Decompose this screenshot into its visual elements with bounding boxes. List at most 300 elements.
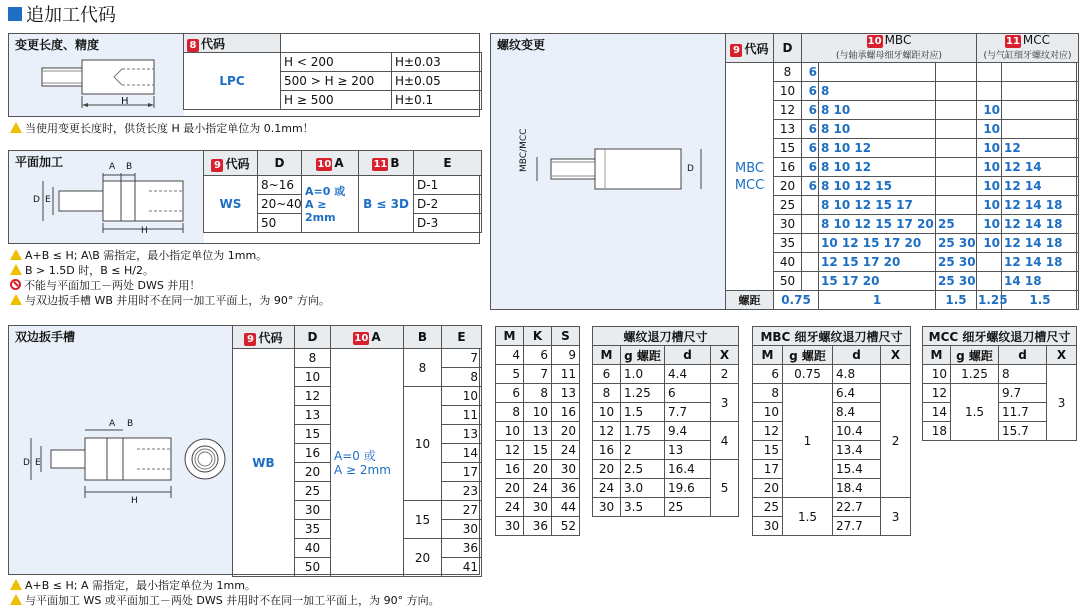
wb-e: 30: [442, 520, 482, 539]
thread-mcc-b: 12 14 18: [1002, 215, 1079, 234]
wb-b: 15: [404, 501, 442, 539]
mcc-relief-x-header: X: [1047, 346, 1077, 365]
relief-x: 3: [711, 384, 739, 422]
mcc-relief-d-header: d: [999, 346, 1047, 365]
relief-table: [592, 326, 739, 517]
mbc-relief-d: 6.4: [833, 384, 881, 403]
ws-dim-a: A: [109, 162, 116, 172]
wb-d: 30: [295, 501, 331, 520]
thread-mbc-a: 6: [802, 101, 819, 120]
relief-d: 25: [665, 498, 711, 517]
warning-icon: [10, 594, 22, 605]
mcc-relief-m: 10: [923, 365, 951, 384]
thread-row: [726, 253, 1079, 272]
mks-cell: 10: [524, 403, 552, 422]
wb-b: 20: [404, 539, 442, 577]
wb-dim-e: E: [35, 458, 41, 468]
mks-cell: 4: [496, 346, 524, 365]
thread-mbc-c: 25: [936, 215, 977, 234]
relief-body: [593, 365, 739, 517]
mbc-relief-d: 27.7: [833, 517, 881, 536]
mbc-relief-d: 18.4: [833, 479, 881, 498]
thread-side-label: MBC/MCC: [519, 128, 529, 172]
wb-e: 36: [442, 539, 482, 558]
thread-row: [726, 158, 1079, 177]
relief-row: [593, 422, 739, 441]
lpc-section: [8, 33, 480, 117]
mks-cell: 30: [552, 460, 580, 479]
thread-mbc-a: 6: [802, 139, 819, 158]
mcc-relief-g: 1.25: [951, 365, 999, 384]
wb-notes: A+B ≤ H; A 需指定，最小指定单位为 1mm。 与平面加工 WS 或平面加工－两处 DWS 并用时不在同一加工平面上，为 90° 方向。: [10, 578, 440, 608]
mbc-relief-row: [753, 498, 911, 517]
mks-body: [496, 346, 580, 536]
wb-d: 40: [295, 539, 331, 558]
mcc-relief-row: [923, 365, 1077, 384]
thread-mbc-b: 8 10 12 15 17: [819, 196, 936, 215]
thread-mbc-b: 8 10 12 15: [819, 177, 936, 196]
mks-m-header: M: [496, 327, 524, 346]
mcc-relief-m: 12: [923, 384, 951, 403]
lpc-header-row: [184, 34, 482, 53]
lpc-pin-drawing: [34, 52, 174, 112]
mks-cell: 7: [524, 365, 552, 384]
relief-g: 1.75: [621, 422, 665, 441]
mbc-relief-d: 8.4: [833, 403, 881, 422]
mks-cell: 16: [552, 403, 580, 422]
thread-d: 13: [774, 120, 802, 139]
wb-dim-d: D: [23, 458, 30, 468]
mbc-relief-row: [753, 384, 911, 403]
lpc-dim-h: H: [121, 96, 129, 107]
mbc-relief-m-header: M: [753, 346, 783, 365]
thread-mbc-c: [936, 158, 977, 177]
relief-m: 24: [593, 479, 621, 498]
mks-s-header: S: [552, 327, 580, 346]
wb-dim-h: H: [131, 496, 138, 506]
mks-cell: 30: [524, 498, 552, 517]
prohibited-icon: [10, 279, 21, 290]
mks-cell: 24: [496, 498, 524, 517]
ws-dim-b: B: [126, 162, 133, 172]
thread-row: [726, 63, 1079, 82]
thread-code-header: 9 代码: [726, 34, 774, 63]
mks-cell: 36: [552, 479, 580, 498]
mks-cell: 6: [496, 384, 524, 403]
mcc-relief-table: [922, 326, 1077, 441]
wb-d: 25: [295, 482, 331, 501]
wb-e: 10: [442, 387, 482, 406]
relief-g-header: g 螺距: [621, 346, 665, 365]
mks-row: [496, 365, 580, 384]
thread-mcc-a: [977, 272, 1002, 291]
wb-code-header: 9 代码: [233, 326, 295, 349]
thread-mcc-a: 10: [977, 120, 1002, 139]
warning-icon: [10, 249, 22, 260]
thread-mbc-c: [936, 196, 977, 215]
mbc-relief-g: 1: [783, 384, 833, 498]
wb-code: WB: [233, 349, 295, 577]
wb-e: 11: [442, 406, 482, 425]
thread-mbc-a: 6: [802, 158, 819, 177]
relief-g: 1.5: [621, 403, 665, 422]
ws-table: [203, 150, 482, 233]
ws-d-header: D: [258, 151, 302, 176]
thread-mbc-a: [802, 234, 819, 253]
relief-m: 12: [593, 422, 621, 441]
mks-cell: 10: [496, 422, 524, 441]
relief-title: 螺纹退刀槽尺寸: [593, 327, 739, 346]
thread-mbc-b: 15 17 20: [819, 272, 936, 291]
thread-mcc-a: [977, 63, 1002, 82]
relief-row: [593, 384, 739, 403]
mcc-relief-body: [923, 365, 1077, 441]
thread-mbc-a: [802, 196, 819, 215]
mbc-relief-title: MBC 细牙螺纹退刀槽尺寸: [753, 327, 911, 346]
mbc-relief-m: 12: [753, 422, 783, 441]
relief-m: 6: [593, 365, 621, 384]
mcc-relief-title: MCC 细牙螺纹退刀槽尺寸: [923, 327, 1077, 346]
mks-row: [496, 384, 580, 403]
mbc-relief-x: [881, 365, 911, 384]
thread-mbc-b: 8 10 12 15 17 20: [819, 215, 936, 234]
wb-b-header: B: [404, 326, 442, 349]
thread-mcc-b: [1002, 120, 1079, 139]
warning-icon: [10, 264, 22, 275]
thread-mcc-a: 10: [977, 177, 1002, 196]
wb-dim-a: A: [109, 419, 116, 429]
thread-mcc-b: 12: [1002, 139, 1079, 158]
ws-drawing-area: [9, 151, 204, 243]
thread-mbc-a: 6: [802, 177, 819, 196]
mbc-relief-m: 6: [753, 365, 783, 384]
thread-mcc-a: 10: [977, 234, 1002, 253]
mks-k-header: K: [524, 327, 552, 346]
thread-row: [726, 139, 1079, 158]
thread-mbc-c: [936, 63, 977, 82]
thread-d: 10: [774, 82, 802, 101]
thread-dim-d: D: [687, 164, 694, 174]
thread-mbc-a: 6: [802, 120, 819, 139]
wb-d-header: D: [295, 326, 331, 349]
mbc-relief-m: 20: [753, 479, 783, 498]
mks-row: [496, 479, 580, 498]
thread-mbc-a: [802, 215, 819, 234]
thread-mbc-a: [802, 253, 819, 272]
wb-b: 10: [404, 387, 442, 501]
thread-row: [726, 101, 1079, 120]
ws-a-header: 10 A: [302, 151, 359, 176]
relief-d: 16.4: [665, 460, 711, 479]
mks-cell: 16: [496, 460, 524, 479]
mcc-relief-x: 3: [1047, 365, 1077, 441]
mcc-relief-g-header: g 螺距: [951, 346, 999, 365]
mks-cell: 44: [552, 498, 580, 517]
relief-d: 9.4: [665, 422, 711, 441]
thread-row: [726, 272, 1079, 291]
wb-a-header: 10 A: [331, 326, 404, 349]
thread-d: 30: [774, 215, 802, 234]
wb-e-header: E: [442, 326, 482, 349]
mks-table: [495, 326, 580, 536]
mcc-relief-d: 11.7: [999, 403, 1047, 422]
ws-d-2: 50: [258, 214, 302, 233]
mks-cell: 13: [524, 422, 552, 441]
wb-a-value: A=0 或 A ≥ 2mm: [331, 349, 404, 577]
thread-title: 螺纹变更: [497, 38, 546, 52]
mbc-relief-m: 8: [753, 384, 783, 403]
mbc-relief-m: 25: [753, 498, 783, 517]
wb-d: 50: [295, 558, 331, 577]
thread-mbc-b: 8 10 12: [819, 158, 936, 177]
thread-mbc-c: [936, 82, 977, 101]
mks-cell: 20: [552, 422, 580, 441]
mbc-relief-body: [753, 365, 911, 536]
thread-drawing-area: [491, 34, 726, 309]
wb-drawing-area: [9, 326, 233, 574]
relief-g: 3.0: [621, 479, 665, 498]
thread-d: 20: [774, 177, 802, 196]
title-square-icon: [8, 7, 22, 21]
ws-code: WS: [204, 176, 258, 233]
relief-row: [593, 460, 739, 479]
thread-row: [726, 82, 1079, 101]
thread-mcc-a: [977, 82, 1002, 101]
mbc-relief-d: 13.4: [833, 441, 881, 460]
lpc-code: LPC: [184, 53, 281, 110]
thread-mbc-c: 25 30: [936, 234, 977, 253]
mks-cell: 9: [552, 346, 580, 365]
wb-e: 7: [442, 349, 482, 368]
relief-m: 8: [593, 384, 621, 403]
relief-m: 20: [593, 460, 621, 479]
relief-d: 6: [665, 384, 711, 403]
mks-row: [496, 517, 580, 536]
relief-m: 10: [593, 403, 621, 422]
thread-d-header: D: [774, 34, 802, 63]
ws-dim-h: H: [141, 226, 148, 236]
page-title-block: [8, 2, 116, 26]
wb-dim-b: B: [127, 419, 134, 429]
ws-dim-d: D: [33, 195, 40, 205]
lpc-range-0: H < 200: [281, 53, 392, 72]
wb-body: [233, 349, 482, 577]
relief-row: [593, 365, 739, 384]
ws-d-1: 20~40: [258, 195, 302, 214]
thread-mbc-b: 8 10: [819, 120, 936, 139]
warning-icon: [10, 122, 22, 133]
mbc-relief-m: 15: [753, 441, 783, 460]
thread-section: [490, 33, 1077, 310]
thread-mbc-c: 25 30: [936, 253, 977, 272]
mks-cell: 13: [552, 384, 580, 403]
thread-mcc-b: 12 14 18: [1002, 196, 1079, 215]
mbc-relief-x-header: X: [881, 346, 911, 365]
thread-d: 15: [774, 139, 802, 158]
wb-d: 35: [295, 520, 331, 539]
wb-d: 10: [295, 368, 331, 387]
thread-pitch-1: 1: [819, 291, 936, 310]
thread-body: [726, 63, 1079, 310]
ws-e-header: E: [414, 151, 482, 176]
thread-mcc-a: 10: [977, 215, 1002, 234]
thread-code: MBC MCC: [726, 63, 774, 291]
thread-mbc-c: [936, 139, 977, 158]
ws-section: [8, 150, 480, 244]
lpc-tol-0: H±0.03: [392, 53, 482, 72]
ws-pin-drawing: [31, 165, 196, 241]
relief-g: 3.5: [621, 498, 665, 517]
thread-mcc-a: 10: [977, 158, 1002, 177]
ws-b-value: B ≤ 3D: [359, 176, 414, 233]
thread-mcc-header: 11 MCC (与气缸细牙螺纹对应): [977, 34, 1079, 63]
mks-cell: 6: [524, 346, 552, 365]
relief-d-header: d: [665, 346, 711, 365]
mks-cell: 11: [552, 365, 580, 384]
thread-pitch-2: 1.5: [936, 291, 977, 310]
thread-row: [726, 215, 1079, 234]
relief-x: 2: [711, 365, 739, 384]
thread-d: 35: [774, 234, 802, 253]
thread-d: 40: [774, 253, 802, 272]
thread-d: 25: [774, 196, 802, 215]
thread-pitch-row: [726, 291, 1079, 310]
thread-mbc-b: [819, 63, 936, 82]
ws-a-value: A=0 或 A ≥ 2mm: [302, 176, 359, 233]
wb-e: 23: [442, 482, 482, 501]
mks-row: [496, 422, 580, 441]
thread-mbc-c: 25 30: [936, 272, 977, 291]
mbc-relief-x: 3: [881, 498, 911, 536]
relief-x: 4: [711, 422, 739, 460]
mbc-relief-d: 4.8: [833, 365, 881, 384]
mcc-relief-d: 9.7: [999, 384, 1047, 403]
lpc-code-header: 8 代码: [184, 34, 281, 53]
mks-cell: 8: [496, 403, 524, 422]
thread-row: [726, 196, 1079, 215]
thread-mcc-a: 10: [977, 139, 1002, 158]
mks-row: [496, 441, 580, 460]
mbc-relief-g: 0.75: [783, 365, 833, 384]
mks-cell: 8: [524, 384, 552, 403]
mks-cell: 20: [496, 479, 524, 498]
mks-cell: 52: [552, 517, 580, 536]
mks-cell: 20: [524, 460, 552, 479]
ws-d-0: 8~16: [258, 176, 302, 195]
thread-mbc-b: 10 12 15 17 20: [819, 234, 936, 253]
mcc-relief-g: 1.5: [951, 384, 999, 441]
thread-mbc-c: [936, 177, 977, 196]
relief-d: 7.7: [665, 403, 711, 422]
thread-mcc-a: 10: [977, 101, 1002, 120]
thread-table: [725, 33, 1079, 310]
wb-d: 13: [295, 406, 331, 425]
mcc-relief-m: 18: [923, 422, 951, 441]
lpc-table: [183, 33, 482, 110]
wb-e: 8: [442, 368, 482, 387]
relief-d: 13: [665, 441, 711, 460]
relief-m: 30: [593, 498, 621, 517]
thread-mcc-b: 12 14 18: [1002, 253, 1079, 272]
wb-section: [8, 325, 480, 575]
mks-cell: 15: [524, 441, 552, 460]
mks-row: [496, 346, 580, 365]
mbc-relief-d: 22.7: [833, 498, 881, 517]
mcc-relief-d: 8: [999, 365, 1047, 384]
mks-row: [496, 403, 580, 422]
thread-mbc-b: 8 10 12: [819, 139, 936, 158]
relief-x: 5: [711, 460, 739, 517]
thread-mbc-b: 8: [819, 82, 936, 101]
thread-mbc-b: 8 10: [819, 101, 936, 120]
thread-pitch-0: 0.75: [774, 291, 819, 310]
mks-cell: 24: [552, 441, 580, 460]
mbc-relief-x: 2: [881, 384, 911, 498]
thread-mbc-c: [936, 120, 977, 139]
wb-pin-drawing: [19, 416, 229, 506]
relief-d: 19.6: [665, 479, 711, 498]
mbc-relief-table: [752, 326, 911, 536]
wb-d: 8: [295, 349, 331, 368]
relief-g: 2: [621, 441, 665, 460]
wb-e: 41: [442, 558, 482, 577]
wb-d: 15: [295, 425, 331, 444]
thread-mbc-a: [802, 272, 819, 291]
ws-title: 平面加工: [15, 155, 64, 169]
mbc-relief-row: [753, 365, 911, 384]
warning-icon: [10, 579, 22, 590]
thread-row: [726, 120, 1079, 139]
thread-mcc-b: 12 14: [1002, 158, 1079, 177]
thread-mcc-b: [1002, 63, 1079, 82]
thread-d: 50: [774, 272, 802, 291]
thread-mcc-b: 12 14: [1002, 177, 1079, 196]
mbc-relief-m: 30: [753, 517, 783, 536]
wb-d: 16: [295, 444, 331, 463]
relief-m: 16: [593, 441, 621, 460]
thread-row: [726, 234, 1079, 253]
thread-mcc-a: [977, 253, 1002, 272]
relief-d: 4.4: [665, 365, 711, 384]
thread-mbc-b: 12 15 17 20: [819, 253, 936, 272]
lpc-range-2: H ≥ 500: [281, 91, 392, 110]
mbc-relief-g: 1.5: [783, 498, 833, 536]
thread-row: [726, 177, 1079, 196]
ws-b-header: 11 B: [359, 151, 414, 176]
page-title: 追加工代码: [26, 5, 116, 26]
wb-e: 14: [442, 444, 482, 463]
mbc-relief-m: 17: [753, 460, 783, 479]
thread-d: 8: [774, 63, 802, 82]
mks-row: [496, 460, 580, 479]
thread-pitch-3: 1.25: [977, 291, 1002, 310]
thread-mbc-a: 6: [802, 63, 819, 82]
wb-e: 13: [442, 425, 482, 444]
mbc-relief-m: 10: [753, 403, 783, 422]
wb-e: 27: [442, 501, 482, 520]
mks-cell: 24: [524, 479, 552, 498]
thread-mbc-header: 10 MBC (与轴承螺母细牙螺距对应): [802, 34, 977, 63]
wb-d: 12: [295, 387, 331, 406]
thread-mcc-b: [1002, 82, 1079, 101]
lpc-badge: 8: [187, 39, 199, 52]
lpc-drawing-area: [9, 34, 184, 116]
lpc-title: 变更长度、精度: [15, 38, 100, 52]
mbc-relief-g-header: g 螺距: [783, 346, 833, 365]
wb-table: [232, 325, 482, 577]
mks-cell: 5: [496, 365, 524, 384]
relief-m-header: M: [593, 346, 621, 365]
